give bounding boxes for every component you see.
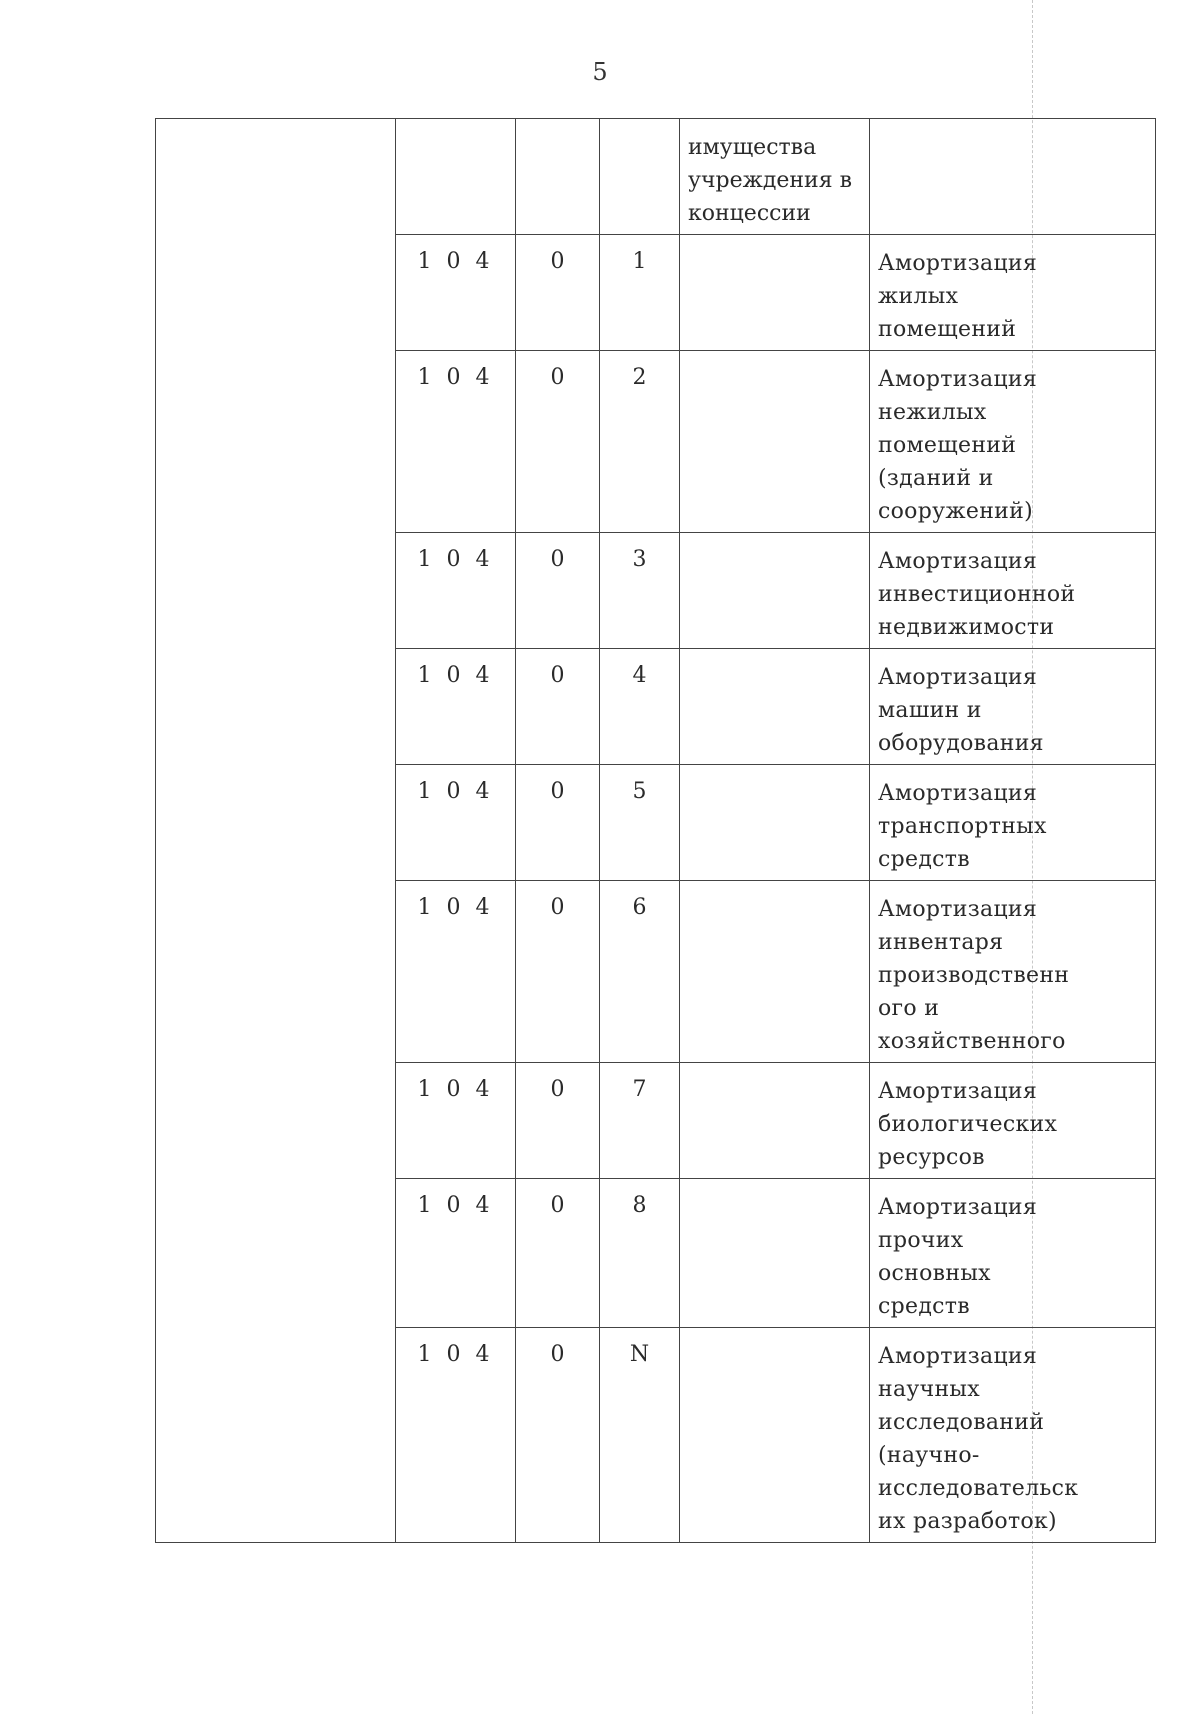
table-row-header <box>156 119 1156 235</box>
account-cell: 1 0 4 <box>396 765 516 881</box>
name-line: Амортизация <box>878 1079 1038 1104</box>
name-line: помещений <box>878 317 1017 342</box>
name-cell <box>870 1328 1156 1543</box>
group-cell: 0 <box>516 881 600 1063</box>
name-line: средств <box>878 1294 970 1319</box>
subgroup-cell: 4 <box>600 649 680 765</box>
group-cell: 0 <box>516 649 600 765</box>
subgroup-cell: 1 <box>600 235 680 351</box>
description-cell <box>680 1179 870 1328</box>
description-cell <box>680 1063 870 1179</box>
name-line: производственн <box>878 963 1070 988</box>
name-line: инвентаря <box>878 930 1004 955</box>
name-line: недвижимости <box>878 615 1055 640</box>
account-cell <box>396 119 516 235</box>
description-line: концессии <box>688 201 811 226</box>
description-cell <box>680 235 870 351</box>
name-line: машин и <box>878 698 982 723</box>
name-line: хозяйственного <box>878 1029 1066 1054</box>
name-cell <box>870 533 1156 649</box>
description-cell <box>680 881 870 1063</box>
group-cell: 0 <box>516 235 600 351</box>
name-line: (зданий и <box>878 466 994 491</box>
account-cell: 1 0 4 <box>396 1328 516 1543</box>
name-line: их разработок) <box>878 1509 1057 1534</box>
name-line: инвестиционной <box>878 582 1076 607</box>
name-line: научных <box>878 1377 980 1402</box>
name-line: жилых <box>878 284 959 309</box>
account-cell: 1 0 4 <box>396 533 516 649</box>
chart-of-accounts-table <box>155 118 1156 1543</box>
group-cell: 0 <box>516 1179 600 1328</box>
group-cell: 0 <box>516 1063 600 1179</box>
description-cell <box>680 351 870 533</box>
name-line: Амортизация <box>878 665 1038 690</box>
name-line: исследований <box>878 1410 1045 1435</box>
name-line: (научно- <box>878 1443 980 1468</box>
account-cell: 1 0 4 <box>396 881 516 1063</box>
name-cell <box>870 1179 1156 1328</box>
name-cell <box>870 1063 1156 1179</box>
name-line: помещений <box>878 433 1017 458</box>
name-line: прочих <box>878 1228 964 1253</box>
subgroup-cell: 7 <box>600 1063 680 1179</box>
name-line: оборудования <box>878 731 1044 756</box>
page-number: 5 <box>592 58 608 86</box>
name-cell <box>870 351 1156 533</box>
name-line: Амортизация <box>878 781 1038 806</box>
name-cell <box>870 765 1156 881</box>
name-line: транспортных <box>878 814 1047 839</box>
name-line: биологических <box>878 1112 1058 1137</box>
name-line: ресурсов <box>878 1145 985 1170</box>
name-line: Амортизация <box>878 549 1038 574</box>
name-line: Амортизация <box>878 1344 1038 1369</box>
name-line: средств <box>878 847 970 872</box>
description-cell <box>680 649 870 765</box>
name-line: основных <box>878 1261 991 1286</box>
account-cell: 1 0 4 <box>396 1063 516 1179</box>
left-empty-column <box>156 119 396 1543</box>
name-line: Амортизация <box>878 1195 1038 1220</box>
name-cell <box>870 119 1156 235</box>
name-line: нежилых <box>878 400 987 425</box>
group-cell: 0 <box>516 765 600 881</box>
subgroup-cell: 6 <box>600 881 680 1063</box>
name-cell <box>870 649 1156 765</box>
name-line: сооружений) <box>878 499 1033 524</box>
name-line: Амортизация <box>878 367 1038 392</box>
description-cell <box>680 765 870 881</box>
account-cell: 1 0 4 <box>396 235 516 351</box>
group-cell <box>516 119 600 235</box>
description-cell <box>680 533 870 649</box>
account-cell: 1 0 4 <box>396 1179 516 1328</box>
subgroup-cell: N <box>600 1328 680 1543</box>
subgroup-cell: 3 <box>600 533 680 649</box>
group-cell: 0 <box>516 351 600 533</box>
name-cell <box>870 235 1156 351</box>
subgroup-cell: 2 <box>600 351 680 533</box>
subgroup-cell <box>600 119 680 235</box>
group-cell: 0 <box>516 1328 600 1543</box>
name-line: Амортизация <box>878 897 1038 922</box>
subgroup-cell: 8 <box>600 1179 680 1328</box>
subgroup-cell: 5 <box>600 765 680 881</box>
description-line: имущества <box>688 135 817 160</box>
description-cell <box>680 1328 870 1543</box>
description-cell <box>680 119 870 235</box>
group-cell: 0 <box>516 533 600 649</box>
name-line: Амортизация <box>878 251 1038 276</box>
description-line: учреждения в <box>688 168 852 193</box>
account-cell: 1 0 4 <box>396 351 516 533</box>
account-cell: 1 0 4 <box>396 649 516 765</box>
name-line: исследовательск <box>878 1476 1079 1501</box>
name-cell <box>870 881 1156 1063</box>
name-line: ого и <box>878 996 940 1021</box>
